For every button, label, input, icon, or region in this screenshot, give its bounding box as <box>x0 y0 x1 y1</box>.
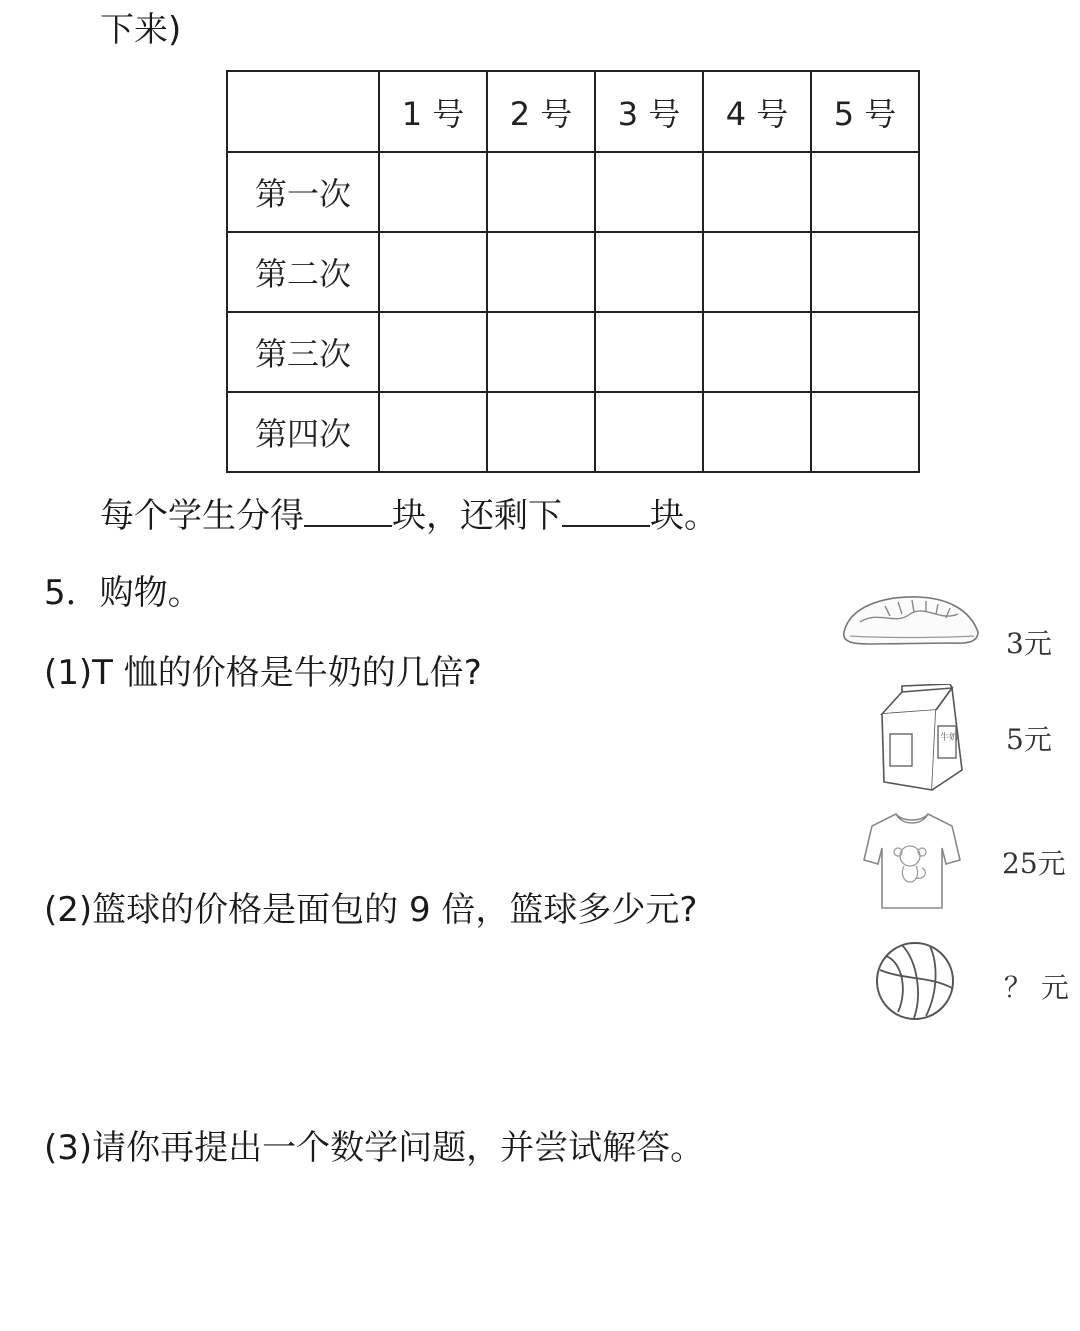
answer-cell[interactable] <box>703 152 811 232</box>
answer-cell[interactable] <box>811 232 919 312</box>
answer-cell[interactable] <box>379 312 487 392</box>
answer-cell[interactable] <box>703 232 811 312</box>
question-5-2: (2)篮球的价格是面包的 9 倍，篮球多少元? <box>44 890 698 930</box>
answer-cell[interactable] <box>811 152 919 232</box>
table-row <box>227 392 919 472</box>
answer-blank-per-student[interactable] <box>304 495 392 527</box>
answer-cell[interactable] <box>703 312 811 392</box>
answer-cell[interactable] <box>487 232 595 312</box>
tshirt-price: 25元 <box>1002 847 1066 880</box>
column-header: 5 号 <box>811 71 919 152</box>
table-corner-cell <box>227 71 379 152</box>
basketball-icon <box>874 940 956 1022</box>
milk-label: 牛奶 <box>940 733 959 743</box>
basketball-price: ？ 元 <box>1004 971 1069 1004</box>
row-header: 第三次 <box>227 312 379 392</box>
table-row <box>227 312 919 392</box>
summary-text-3: 块。 <box>650 496 718 536</box>
answer-cell[interactable] <box>595 152 703 232</box>
tshirt-icon <box>860 808 964 912</box>
table-row <box>227 232 919 312</box>
answer-cell[interactable] <box>811 312 919 392</box>
summary-text-2: 块，还剩下 <box>392 496 562 536</box>
answer-cell[interactable] <box>379 232 487 312</box>
answer-cell[interactable] <box>487 152 595 232</box>
column-header: 3 号 <box>595 71 703 152</box>
answer-cell[interactable] <box>595 392 703 472</box>
answer-cell[interactable] <box>811 392 919 472</box>
row-header: 第二次 <box>227 232 379 312</box>
question-5-3: (3)请你再提出一个数学问题，并尝试解答。 <box>44 1128 705 1168</box>
column-header: 1 号 <box>379 71 487 152</box>
table-header-row <box>227 71 919 152</box>
column-header: 4 号 <box>703 71 811 152</box>
bread-price: 3元 <box>1006 627 1052 660</box>
answer-cell[interactable] <box>379 392 487 472</box>
row-header: 第一次 <box>227 152 379 232</box>
answer-blank-remaining[interactable] <box>562 495 650 527</box>
summary-line <box>100 495 718 536</box>
answer-cell[interactable] <box>379 152 487 232</box>
column-header: 2 号 <box>487 71 595 152</box>
header-fragment: 下来) <box>100 10 182 50</box>
bread-icon <box>840 592 982 652</box>
answer-cell[interactable] <box>487 312 595 392</box>
answer-cell[interactable] <box>595 232 703 312</box>
question-5-title: 5．购物。 <box>44 573 202 613</box>
distribution-table <box>226 70 920 473</box>
question-5-1: (1)T 恤的价格是牛奶的几倍? <box>44 653 482 693</box>
row-header: 第四次 <box>227 392 379 472</box>
milk-price: 5元 <box>1006 723 1052 756</box>
answer-cell[interactable] <box>595 312 703 392</box>
summary-text-1: 每个学生分得 <box>100 496 304 536</box>
answer-cell[interactable] <box>703 392 811 472</box>
table-row <box>227 152 919 232</box>
answer-cell[interactable] <box>487 392 595 472</box>
milk-carton-icon <box>872 684 970 794</box>
